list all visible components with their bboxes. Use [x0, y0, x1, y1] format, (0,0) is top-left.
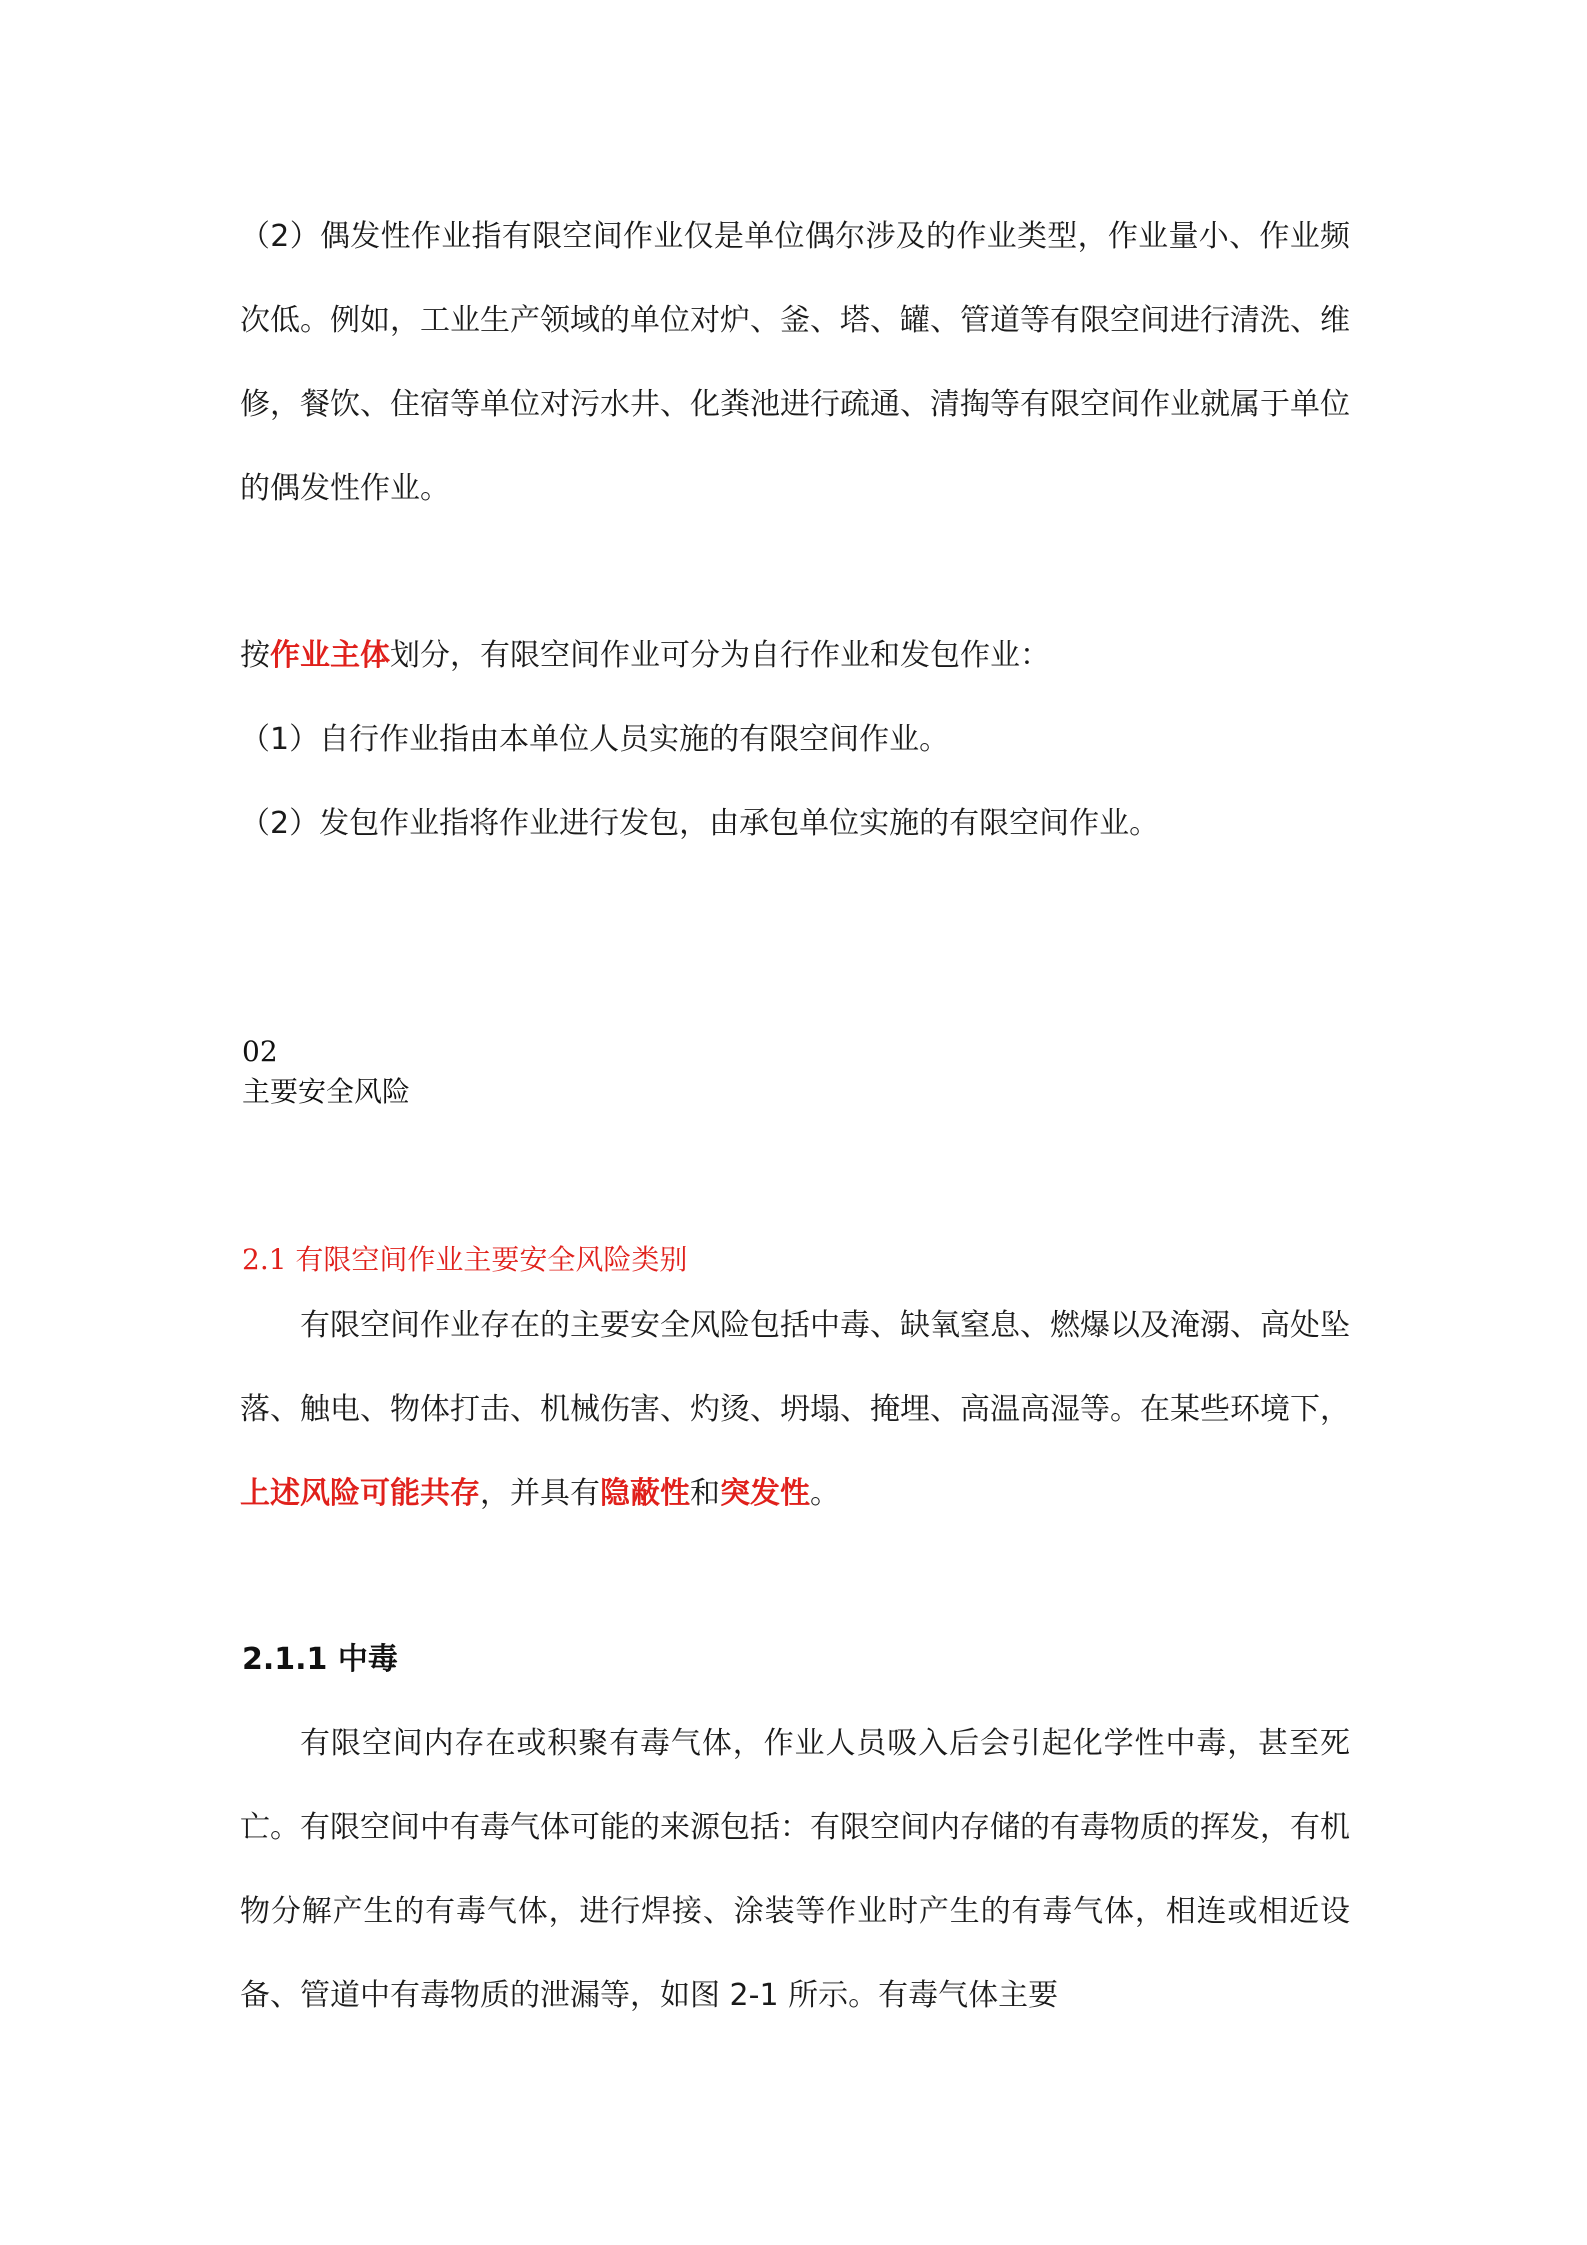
- paragraph-self-operation: （1）自行作业指由本单位人员实施的有限空间作业。: [240, 722, 950, 757]
- division-suffix: 划分，有限空间作业可分为自行作业和发包作业：: [390, 638, 1050, 673]
- heading-poisoning: 2.1.1 中毒: [242, 1642, 398, 1677]
- paragraph-poisoning: 有限空间内存在或积聚有毒气体，作业人员吸入后会引起化学性中毒，甚至死亡。有限空间中有毒气体可能的来源包括：有限空间内存储的有毒物质的挥发，有机物分解产生的有毒气体，进行焊接、涂装等作业时产生的有毒气体，相连或相近设备、管道中有毒物质的泄漏等，如图 2-1 所示。有毒气体主要: [240, 1726, 1350, 2013]
- paragraph-risk-categories: [240, 1284, 1350, 1536]
- risk-text-1: 有限空间作业存在的主要安全风险包括中毒、缺氧窒息、燃爆以及淹溺、高处坠落、触电、物体打击、机械伤害、灼烫、坍塌、掩埋、高温高湿等。在某些环境下，: [240, 1308, 1350, 1427]
- paragraph-operation-division: [240, 614, 1350, 698]
- paragraph-contract-operation: （2）发包作业指将作业进行发包，由承包单位实施的有限空间作业。: [240, 806, 1160, 841]
- risk-emphasis-concealment: 隐蔽性: [600, 1476, 690, 1511]
- risk-emphasis-suddenness: 突发性: [720, 1476, 810, 1511]
- section-title: 主要安全风险: [242, 1075, 411, 1108]
- division-prefix: 按: [240, 638, 270, 673]
- risk-text-3: 和: [690, 1476, 720, 1511]
- paragraph-occasional-operation: （2）偶发性作业指有限空间作业仅是单位偶尔涉及的作业类型，作业量小、作业频次低。例如，工业生产领域的单位对炉、釜、塔、罐、管道等有限空间进行清洗、维修，餐饮、住宿等单位对污水井、化粪池进行疏通、清掏等有限空间作业就属于单位的偶发性作业。: [240, 219, 1350, 506]
- risk-emphasis-coexist: 上述风险可能共存: [240, 1476, 480, 1511]
- risk-text-4: 。: [810, 1476, 840, 1511]
- division-emphasis: 作业主体: [270, 638, 390, 673]
- subsection-heading: 2.1 有限空间作业主要安全风险类别: [242, 1243, 688, 1276]
- risk-text-2: ，并具有: [480, 1476, 600, 1511]
- section-number: 02: [242, 1035, 278, 1068]
